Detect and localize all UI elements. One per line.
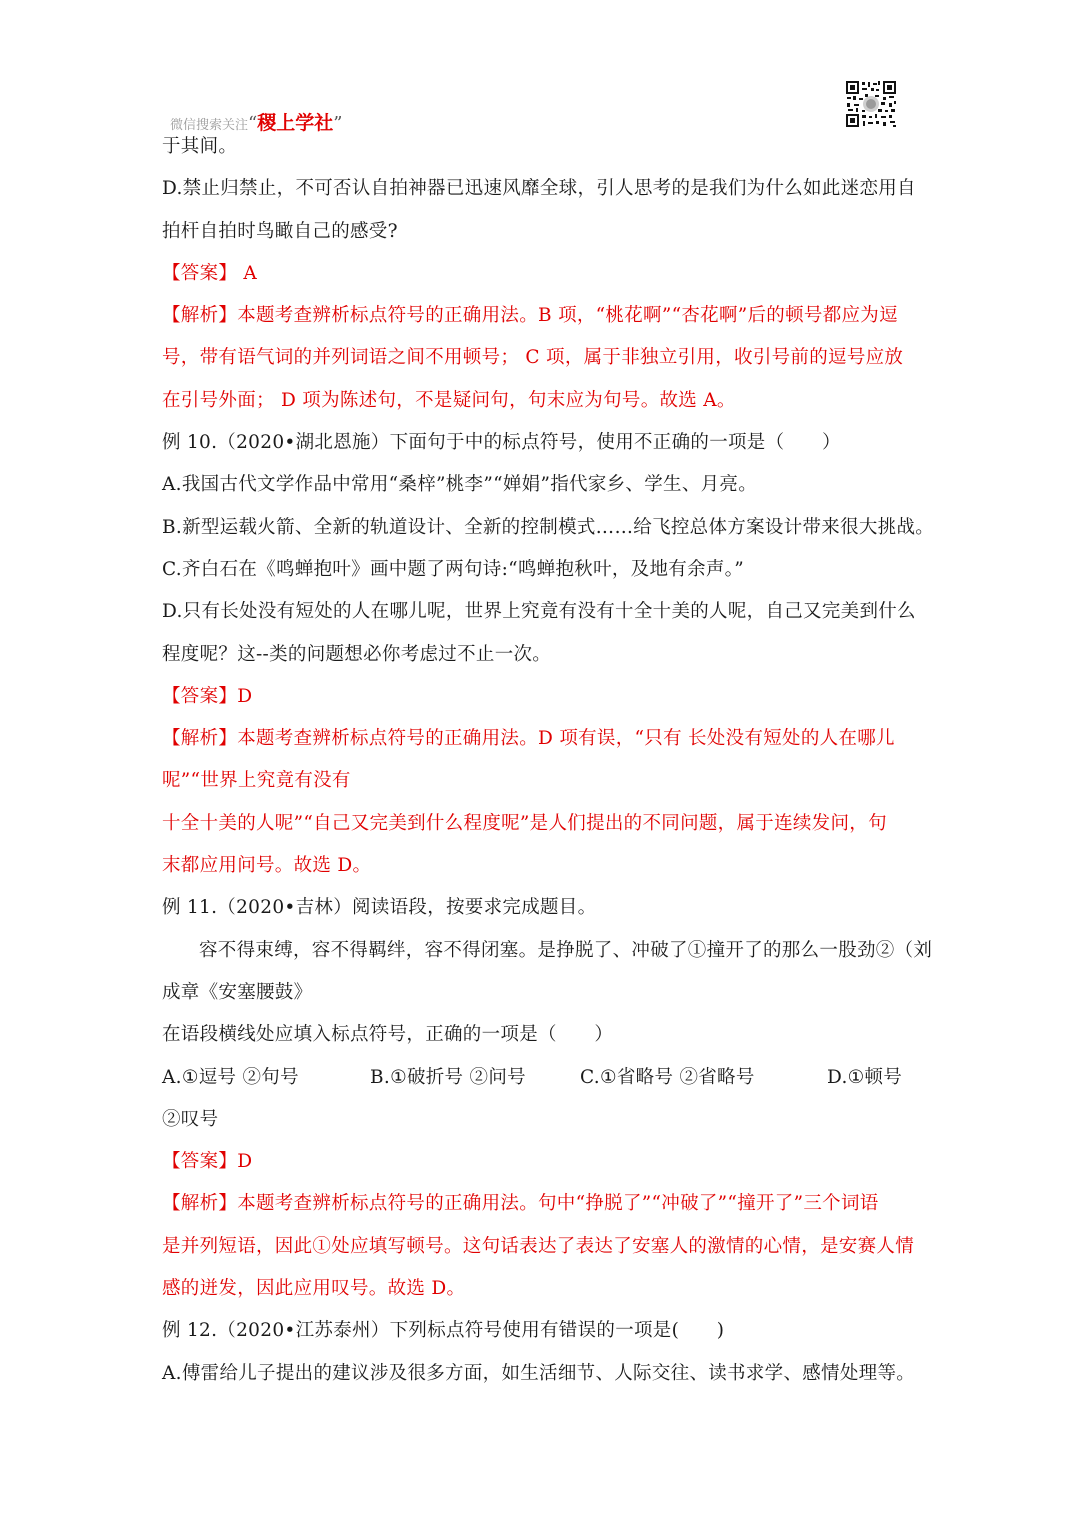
answer-options-row — [162, 1057, 922, 1099]
answer-text-line: 在引号外面； D 项为陈述句，不是疑问句，句末应为句号。故选 A。 — [162, 389, 736, 411]
answer-text-line: 是并列短语，因此①处应填写顿号。这句话表达了表达了安塞人的激情的心情，是安赛人情 — [162, 1235, 915, 1257]
text-line: 于其间。 — [162, 136, 238, 157]
answer-text-line: 号，带有语气词的并列词语之间不用顿号； C 项，属于非独立引用，收引号前的逗号应放 — [162, 347, 904, 369]
text-line: B.新型运载火箭、全新的轨道设计、全新的控制模式……给飞控总体方案设计带来很大挑战。 — [162, 516, 935, 538]
quote-open: “ — [248, 113, 258, 134]
text-line: 容不得束缚，容不得羁绊，容不得闭塞。是挣脱了、冲破了①撞开了的那么一股劲②（刘 — [199, 939, 933, 961]
quote-close: ” — [333, 113, 343, 134]
answer-text-line: 呢”“世界上究竟有没有 — [162, 770, 351, 792]
text-line: ②叹号 — [162, 1108, 219, 1130]
text-line: D.只有长处没有短处的人在哪儿呢，世界上究竟有没有十全十美的人呢，自己又完美到什么 — [162, 601, 916, 623]
answer-option: D.①顿号 — [827, 1066, 903, 1088]
text-line: 成章《安塞腰鼓》 — [162, 981, 313, 1003]
text-line: D.禁止归禁止，不可否认自拍神器已迅速风靡全球，引人思考的是我们为什么如此迷恋用自 — [162, 178, 916, 200]
text-line: 例 11.（2020•吉林）阅读语段，按要求完成题目。 — [162, 897, 597, 919]
text-line: 在语段横线处应填入标点符号，正确的一项是（ ） — [162, 1024, 614, 1046]
answer-text-line: 十全十美的人呢”“自己又完美到什么程度呢”是人们提出的不同问题，属于连续发问，句 — [162, 812, 887, 834]
answer-text-line: 末都应用问号。故选 D。 — [162, 855, 372, 877]
answer-text-line: 【答案】 A — [162, 262, 258, 284]
answer-option: A.①逗号 ②句号 — [162, 1066, 299, 1088]
text-line: C.齐白石在《鸣蝉抱叶》画中题了两句诗:“鸣蝉抱秋叶，及地有余声。” — [162, 558, 744, 580]
wechat-prefix: 微信搜索关注 — [170, 118, 249, 133]
answer-text-line: 【解析】本题考查辨析标点符号的正确用法。句中“挣脱了”“冲破了”“撞开了”三个词语 — [162, 1193, 879, 1215]
answer-option: C.①省略号 ②省略号 — [580, 1066, 755, 1088]
text-line: 拍杆自拍时鸟瞰自己的感受? — [162, 220, 398, 242]
text-line: A.我国古代文学作品中常用“桑梓”桃李”“婵娟”指代家乡、学生、月亮。 — [162, 474, 758, 496]
answer-text-line: 【答案】D — [162, 1151, 253, 1173]
qr-code-icon — [845, 80, 897, 128]
answer-text-line: 【解析】本题考查辨析标点符号的正确用法。D 项有误，“只有 长处没有短处的人在哪儿 — [162, 728, 895, 750]
text-line: 例 12.（2020•江苏泰州）下列标点符号使用有错误的一项是( ) — [162, 1320, 725, 1342]
text-line: A.傅雷给儿子提出的建议涉及很多方面，如生活细节、人际交往、读书求学、感情处理等。 — [162, 1362, 916, 1384]
answer-option: B.①破折号 ②问号 — [370, 1066, 526, 1088]
answer-text-line: 【解析】本题考查辨析标点符号的正确用法。B 项，“桃花啊”“杏花啊”后的顿号都应为逗 — [162, 305, 898, 327]
answer-text-line: 感的迸发，因此应用叹号。故选 D。 — [162, 1278, 466, 1300]
brand-name: 稷上学社 — [257, 112, 334, 134]
answer-text-line: 【答案】D — [162, 685, 253, 707]
document-body — [162, 126, 935, 1395]
text-line: 程度呢？这--类的问题想必你考虑过不止一次。 — [162, 643, 552, 665]
text-line: 例 10.（2020•湖北恩施）下面句于中的标点符号，使用不正确的一项是（ ） — [162, 432, 841, 454]
